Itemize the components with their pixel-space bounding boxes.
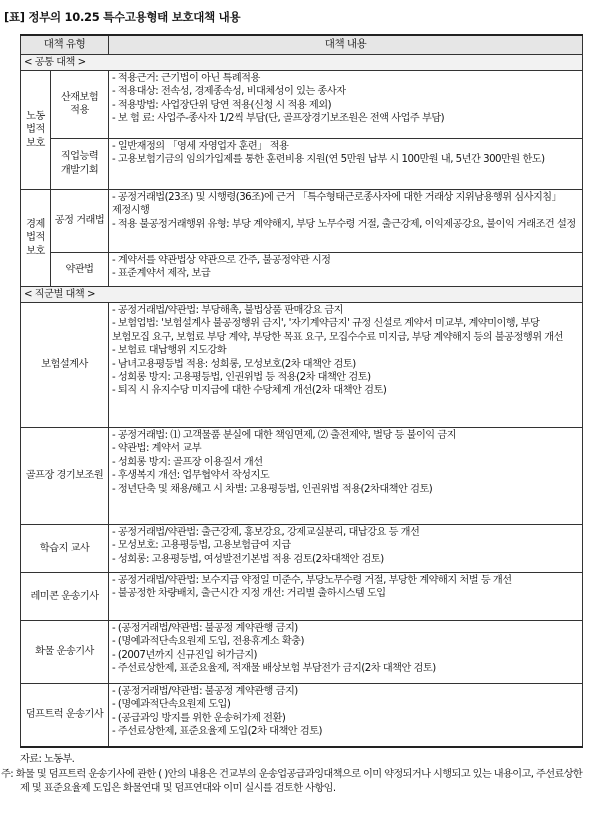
bullet-item: - (공정거래법/약관법: 불공정 계약관행 금지) [112,623,298,634]
category-economic-protection: 경제 법적 보호 [21,190,51,287]
bullet-item: - 보험업법: '보험설계사 불공정행위 금지', '자기계약금지' 규정 신설로 계약서 미교부, 계약미이행, 부당 보험모집 요구, 보험료 부당 계약, 부당한 목표 요구, 모집수수료 미지급, 부당 계약해지 등의 불공정행위 개선 [112,318,563,343]
bullet-item: - 적용 불공정거래행위 유형: 부당 계약해지, 부당 노무수령 거절, 출근강제, 이익제공강요, 불이익 거래조건 설정 [112,218,576,230]
bullet-item: - 고용보험기금의 임의가입제를 통한 훈련비용 지원(연 5만원 납부 시 100만원 내, 5년간 300만원 한도) [112,153,545,165]
bullet-item: - 모성보호: 고용평등법, 고용보험급여 지급 [112,540,291,552]
table-header-row [21,35,583,55]
bullet-item: - 적용근거: 근기법이 아닌 특례적용 [112,73,260,84]
bullet-item: - 적용대상: 전속성, 경제종속성, 비대체성이 있는 종사자 [112,86,346,98]
bullet-item: - 정년단축 및 채용/해고 시 차별: 고용평등법, 인권위법 적용(2차대책안 검토) [112,483,433,495]
content-vocational-training [109,138,583,189]
bullet-item: - 성희롱 방지: 골프장 이용질서 개선 [112,456,263,468]
content-insurance-agent [109,303,583,428]
bullet-item: - 적용방법: 사업장단위 당연 적용(신청 시 적용 제외) [112,99,332,111]
row-tutor [21,525,583,573]
section-row-common [21,55,583,71]
section-job: < 직군별 대책 > [21,287,583,303]
bullet-item: - 계약서를 약관법상 약관으로 간주, 불공정약관 시정 [112,255,331,266]
content-remicon [109,573,583,621]
bullet-item: - (명예과적단속요원제 도입, 전용휴게소 확충) [112,636,304,648]
bullet-item: - 성희롱: 고용평등법, 여성발전기본법 적용 검토(2차대책안 검토) [112,553,384,565]
job-golf-caddie: 골프장 경기보조원 [21,428,109,525]
content-terms-law [109,253,583,287]
bullet-item: - 주선료상한제, 표준요율제 도입(2차 대책안 검토) [112,726,323,738]
bullet-item: - 퇴직 시 유지수당 미지급에 대한 수당체계 개선(2차 대책안 검토) [112,385,387,397]
row-vocational-training [21,138,583,189]
table-title: [표] 정부의 10.25 특수고용형태 보호대책 내용 [4,10,241,24]
row-terms-law [21,253,583,287]
bullet-item: - 공정거래법/약관법: 출근강제, 홍보강요, 강제교실분리, 대납강요 등 개선 [112,527,420,538]
content-fair-trade [109,190,583,253]
bullet-item: - (공정거래법/약관법: 불공정 계약관행 금지) [112,686,298,697]
content-industrial-insurance [109,71,583,139]
header-content: 대책 내용 [109,35,583,55]
bullet-item: - 불공정한 차량배치, 출근시간 지정 개선: 거리별 출하시스템 도입 [112,588,386,600]
row-remicon [21,573,583,621]
bullet-item: - (2007년까지 신규진입 허가금지) [112,649,258,661]
job-cargo: 화물 운송기사 [21,621,109,684]
row-fair-trade [21,190,583,253]
row-golf-caddie [21,428,583,525]
bullet-item: - 약관법: 계약서 교부 [112,443,202,455]
bullet-item: - 남녀고용평등법 적용: 성희롱, 모성보호(2차 대책안 검토) [112,358,356,370]
subcategory-industrial-insurance: 산재보험 적용 [51,71,109,139]
bullet-item: - 공정거래법/약관법: 부당해촉, 불법상품 판매강요 금지 [112,305,343,316]
bullet-item: - (공급과잉 방지를 위한 운송허가제 전환) [112,712,286,724]
section-common: < 공통 대책 > [21,55,583,71]
bullet-item: - 보험료 대납행위 지도강화 [112,345,227,357]
bullet-item: - 공정거래법(23조) 및 시행령(36조)에 근거 「특수형태근로종사자에 대한 거래상 지위남용행위 심사지침」 제정시행 [112,192,562,217]
bullet-item: - 표준계약서 제작, 보급 [112,268,211,280]
content-dump-truck [109,684,583,748]
source-note: 자료: 노동부. [20,754,75,765]
bullet-item: - 일반재정의 「영세 자영업자 훈련」 적용 [112,140,289,152]
subcategory-vocational-training: 직업능력 개발기회 [51,138,109,189]
category-labor-protection: 노동 법적 보호 [21,71,51,190]
bullet-item: - 보 험 료: 사업주-종사자 1/2씩 부담(단, 골프장경기보조원은 전액 사업주 부담) [112,113,445,125]
bullet-item: - 공정거래법/약관법: 보수지급 약정일 미준수, 부당노무수령 거절, 부당한 계약해지 처벌 등 개선 [112,575,512,586]
job-tutor: 학습지 교사 [21,525,109,573]
bullet-item: - 후생복지 개선: 업무협약서 작성지도 [112,470,270,482]
subcategory-fair-trade: 공정 거래법 [51,190,109,253]
bullet-item: - 공정거래법: ⑴ 고객물품 분실에 대한 책임면제, ⑵ 출전제약, 벌당 등 불이익 금지 [112,430,457,441]
bullet-item: - 주선료상한제, 표준요율제, 적재물 배상보험 부담전가 금지(2차 대책안 검토) [112,663,436,675]
footnote: 주: 화물 및 덤프트럭 운송기사에 관한 ( )안의 내용은 건교부의 운송업공급과잉대책으로 이미 약정되거나 시행되고 있는 내용이고, 주선료상한제 및 표준요율제 도입은 화물연대 및 덤프연대와 이미 실시를 검토한 사항임. [1,769,583,794]
row-insurance-agent [21,303,583,428]
bullet-item: - 성희롱 방지: 고용평등법, 인권위법 등 적용(2차 대책안 검토) [112,372,371,384]
content-tutor [109,525,583,573]
row-dump-truck [21,684,583,748]
section-row-job [21,287,583,303]
row-industrial-insurance [21,71,583,139]
header-type: 대책 유형 [21,35,109,55]
row-cargo [21,621,583,684]
job-remicon: 레미콘 운송기사 [21,573,109,621]
content-golf-caddie [109,428,583,525]
job-dump-truck: 덤프트럭 운송기사 [21,684,109,748]
job-insurance-agent: 보험설계사 [21,303,109,428]
bullet-item: - (명예과적단속요원제 도입) [112,699,231,711]
content-cargo [109,621,583,684]
subcategory-terms-law: 약관법 [51,253,109,287]
measures-table [20,34,583,748]
